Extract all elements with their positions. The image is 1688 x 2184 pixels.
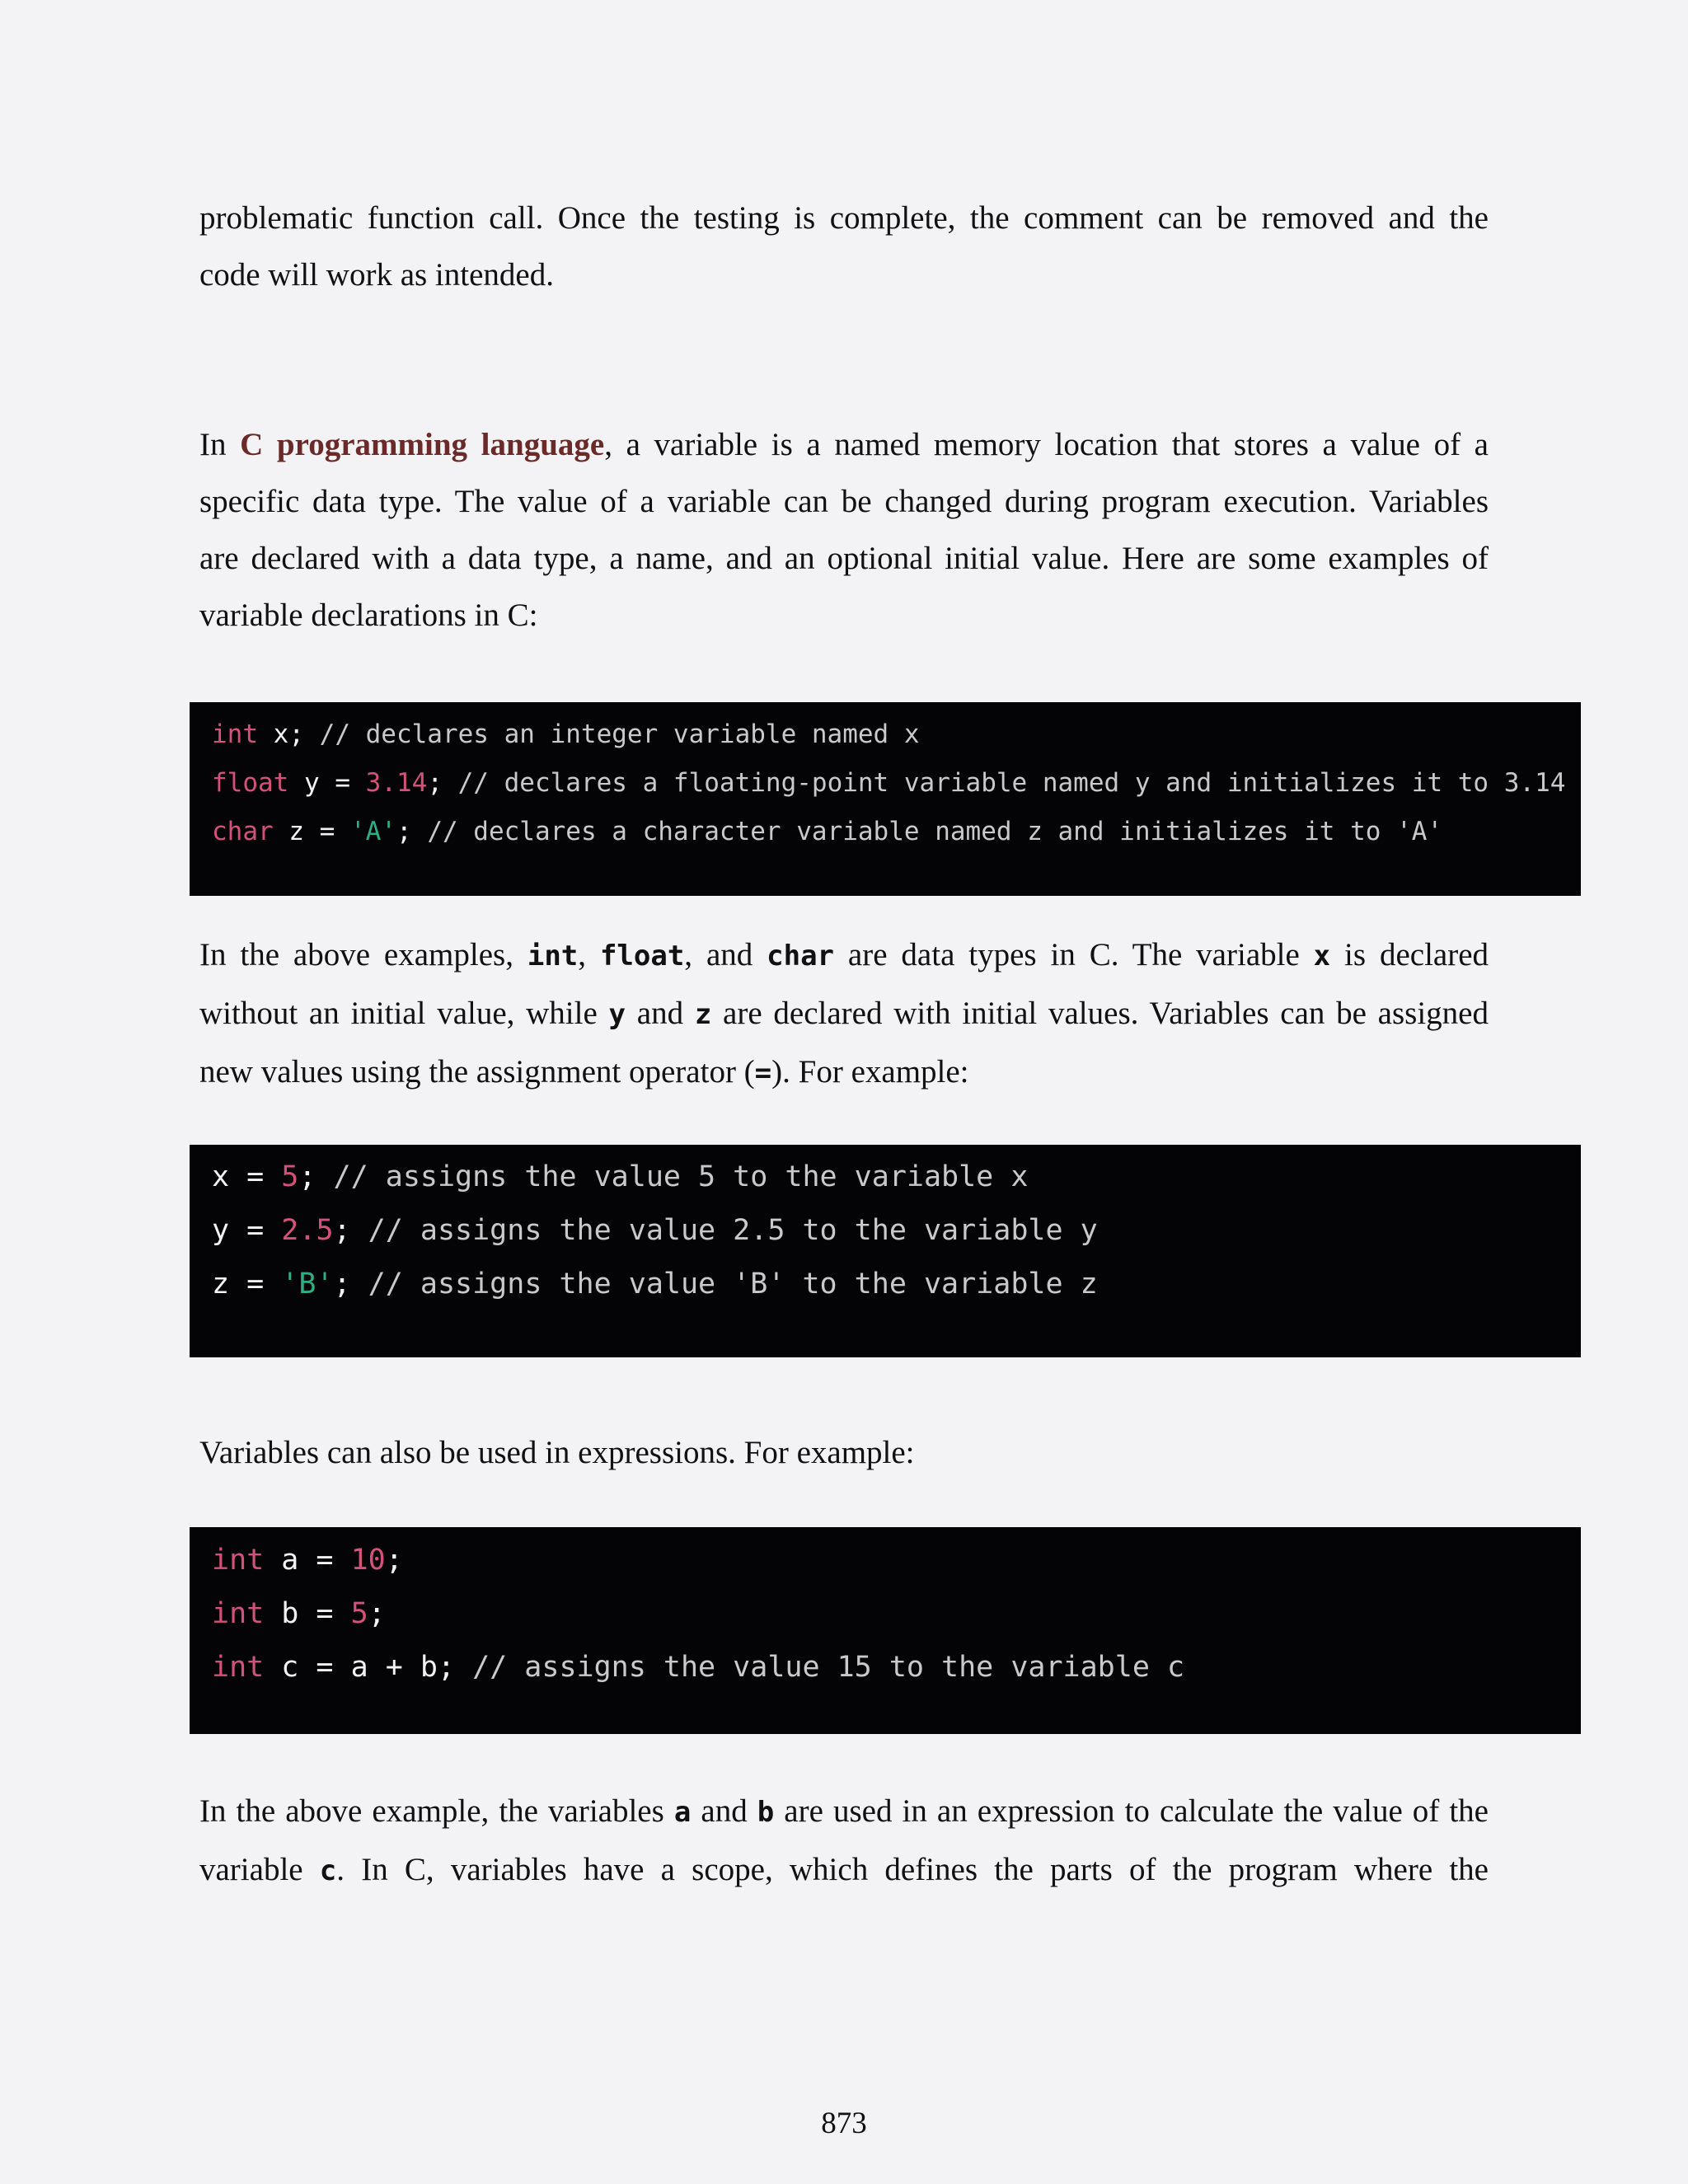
text-fragment: , <box>578 937 600 972</box>
text-fragment: ). For example: <box>771 1054 969 1090</box>
text-fragment: are data types in C. The variable <box>834 937 1314 972</box>
code-comment: // assigns the value 15 to the variable c <box>472 1651 1185 1684</box>
inline-code: b <box>757 1796 775 1829</box>
inline-code: float <box>599 940 685 972</box>
code-number: 3.14 <box>365 768 428 798</box>
code-keyword: int <box>212 1544 265 1577</box>
code-keyword: int <box>212 1651 265 1684</box>
text-line <box>199 416 1489 473</box>
code-line <box>212 1587 1581 1641</box>
text-fragment: In the above example, the variables <box>199 1793 674 1829</box>
code-keyword: float <box>212 768 289 798</box>
text-line: code will work as intended. <box>199 257 554 293</box>
text-line: problematic function call. Once the testing is complete, the comment can be removed and the <box>199 200 1489 236</box>
code-text: ; <box>396 817 428 846</box>
text-line: Variables can also be used in expressions. For example: <box>199 1435 915 1470</box>
paragraph-expression-explanation <box>199 1783 1489 1900</box>
text-fragment: new values using the assignment operator ( <box>199 1054 755 1090</box>
text-line: specific data type. The value of a variable can be changed during program execution. Variables <box>199 484 1489 519</box>
inline-code: c <box>319 1854 337 1887</box>
code-line <box>212 808 1581 856</box>
paragraph-data-types <box>199 926 1489 1102</box>
code-comment: // declares a character variable named z and initializes it to 'A' <box>427 817 1443 846</box>
inline-code: int <box>527 940 579 972</box>
code-text: z = <box>212 1268 282 1301</box>
inline-code: = <box>754 1057 772 1090</box>
code-line <box>212 1151 1581 1204</box>
code-text: ; <box>385 1544 403 1577</box>
text-line <box>199 926 1489 985</box>
code-keyword: int <box>212 1597 265 1630</box>
code-text: ; <box>298 1160 334 1193</box>
text-fragment: are declared with initial values. Variables can be assigned <box>711 996 1489 1031</box>
code-text: ; <box>427 768 458 798</box>
code-comment: // declares an integer variable named x <box>319 719 920 749</box>
code-block-assignments <box>190 1145 1581 1357</box>
text-line: are declared with a data type, a name, and an optional initial value. Here are some examples of <box>199 541 1489 576</box>
text-fragment: In <box>199 427 241 462</box>
code-line <box>212 759 1581 808</box>
text-fragment: , a variable is a named memory location that stores a value of a <box>604 427 1489 462</box>
text-line: variable declarations in C: <box>199 598 538 633</box>
code-line <box>212 1534 1581 1587</box>
inline-code: a <box>673 1796 692 1829</box>
code-line <box>212 1641 1581 1694</box>
code-block-declarations <box>190 702 1581 896</box>
code-text: ; <box>333 1214 368 1247</box>
code-line <box>212 1258 1581 1311</box>
text-fragment: variable <box>199 1852 320 1887</box>
inline-code: x <box>1313 940 1331 972</box>
text-line <box>199 1783 1489 1841</box>
paragraph-variable-definition <box>199 416 1489 644</box>
code-text: c = a + b; <box>264 1651 473 1684</box>
code-text: x = <box>212 1160 282 1193</box>
code-comment: // assigns the value 2.5 to the variable y <box>368 1214 1098 1247</box>
text-fragment: are used in an expression to calculate the value of the <box>774 1793 1489 1829</box>
inline-code: char <box>767 940 835 972</box>
code-keyword: int <box>212 719 258 749</box>
code-number: 10 <box>350 1544 386 1577</box>
code-number: 5 <box>350 1597 368 1630</box>
code-comment: // assigns the value 5 to the variable x <box>333 1160 1029 1193</box>
text-line <box>199 1841 1489 1900</box>
code-line <box>212 710 1581 759</box>
text-fragment: without an initial value, while <box>199 996 609 1031</box>
code-string: 'A' <box>349 817 396 846</box>
paragraph-intro-continued <box>199 190 1489 303</box>
code-text: y = <box>288 768 366 798</box>
highlighted-term: C programming language <box>240 427 605 462</box>
code-text: z = <box>273 817 350 846</box>
code-line <box>212 1204 1581 1258</box>
code-text: y = <box>212 1214 282 1247</box>
code-string: 'B' <box>281 1268 334 1301</box>
code-text: x; <box>258 719 320 749</box>
text-fragment: is declared <box>1330 937 1489 972</box>
text-line <box>199 985 1489 1043</box>
text-fragment: In the above examples, <box>199 937 528 972</box>
code-comment: // assigns the value 'B' to the variable z <box>368 1268 1098 1301</box>
code-text: a = <box>264 1544 351 1577</box>
text-fragment: . In C, variables have a scope, which defines the parts of the program where the <box>336 1852 1489 1887</box>
inline-code: y <box>608 998 626 1031</box>
code-comment: // declares a floating-point variable named y and initializes it to 3.14 <box>457 768 1566 798</box>
code-text: ; <box>368 1597 386 1630</box>
text-fragment: , and <box>684 937 767 972</box>
page-number: 873 <box>821 2107 867 2140</box>
code-number: 5 <box>281 1160 299 1193</box>
text-fragment: and <box>691 1793 757 1829</box>
code-keyword: char <box>212 817 274 846</box>
inline-code: z <box>694 998 712 1031</box>
code-text: ; <box>333 1268 368 1301</box>
code-number: 2.5 <box>281 1214 334 1247</box>
code-block-expressions <box>190 1527 1581 1734</box>
text-fragment: and <box>626 996 695 1031</box>
code-text: b = <box>264 1597 351 1630</box>
text-line <box>199 1043 1489 1102</box>
paragraph-expressions-intro <box>199 1424 1489 1481</box>
